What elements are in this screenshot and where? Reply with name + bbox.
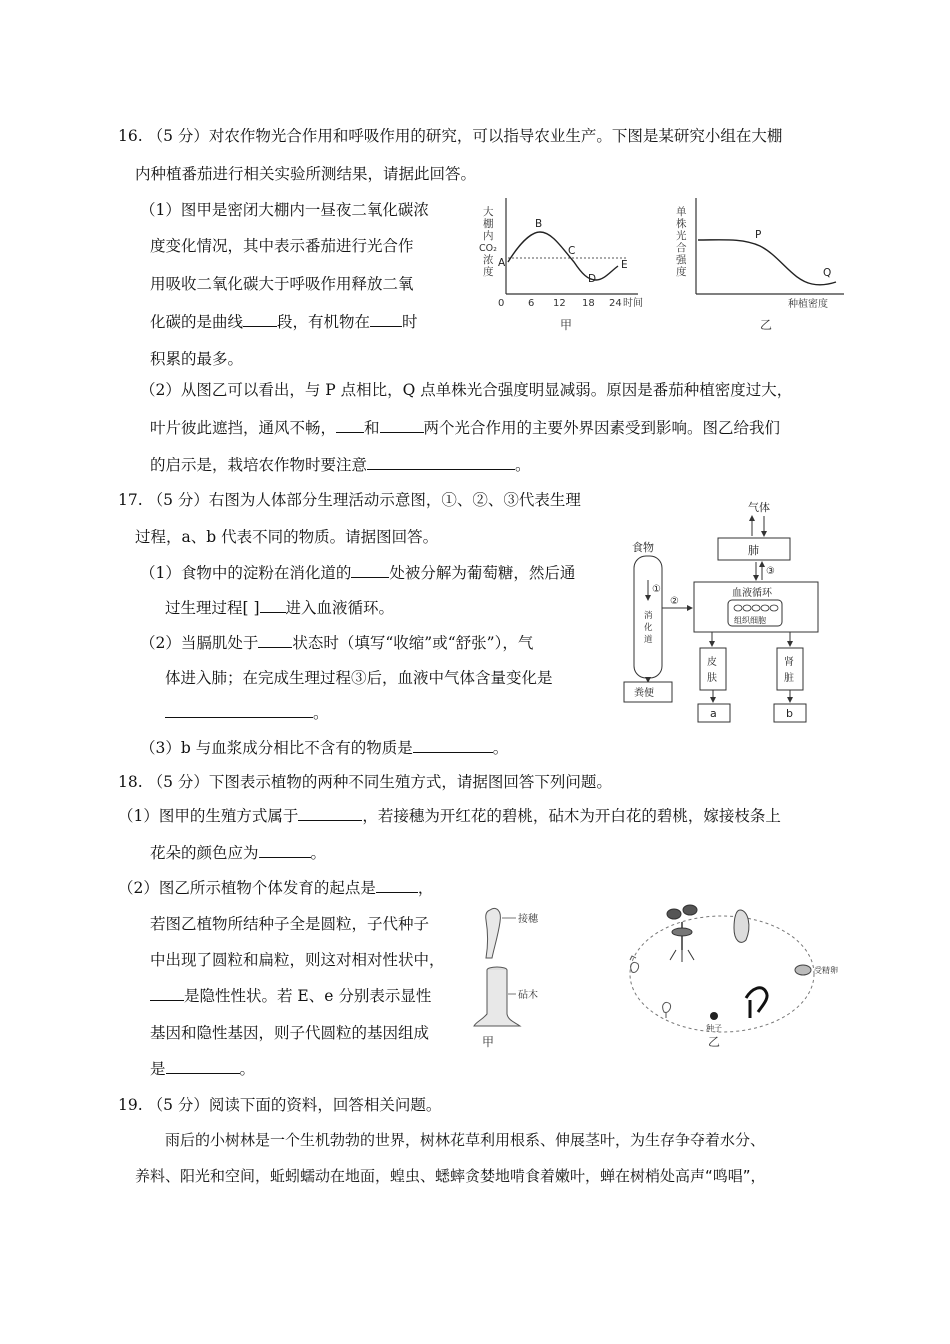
zygote-label: 受精卵: [814, 966, 838, 975]
q16-p2-line1: （2）从图乙可以看出，与 P 点相比，Q 点单株光合强度明显减弱。原因是番茄种植密度过大，: [140, 381, 793, 399]
answer-blank[interactable]: [370, 312, 402, 327]
stock: [474, 970, 520, 1026]
fig-a-ylabel-3: CO₂: [479, 243, 497, 254]
text: 段，有机物在: [277, 313, 371, 331]
answer-blank[interactable]: [351, 563, 389, 578]
text: 时: [402, 313, 418, 331]
answer-blank[interactable]: [259, 843, 311, 858]
fig-a-ylabel-1: 棚: [483, 218, 494, 230]
label-a: a: [710, 707, 717, 720]
answer-blank[interactable]: [258, 633, 292, 648]
q16-p1-line1: （1）图甲是密闭大棚内一昼夜二氧化碳浓: [140, 201, 429, 219]
fig-a-caption: 甲: [560, 318, 573, 332]
stock-label: 砧木: [518, 990, 538, 1001]
answer-blank[interactable]: [165, 703, 313, 718]
fig-a-point-B: B: [535, 218, 543, 230]
fig-b-ylabel-2: 光: [676, 230, 687, 242]
flower-icon: [734, 910, 749, 942]
fig-a-ylabel-5: 度: [483, 266, 494, 278]
fig-a-xtick-6: 6: [528, 298, 535, 309]
fig-a-xtick-18: 18: [582, 298, 595, 309]
q18-p2-line4: [150, 986, 431, 1006]
text: 状态时（填写“收缩”或“舒张”），气: [292, 634, 534, 652]
answer-blank[interactable]: [336, 418, 364, 433]
fig-b-ylabel-3: 合: [676, 242, 687, 254]
q18-p2-line1: [118, 878, 433, 898]
fig-a-xtick-24: 24: [609, 298, 622, 309]
tissue-cell: [743, 605, 751, 611]
fig-b-ylabel-1: 株: [676, 218, 687, 230]
q18-p1-line1: [118, 806, 781, 826]
answer-blank[interactable]: [260, 598, 286, 613]
text: 过生理过程[ ]: [165, 599, 260, 617]
q17-p2-line3: [165, 703, 329, 723]
plant-icon: [667, 905, 697, 962]
q18-figure-b-lifecycle: [610, 888, 840, 1058]
fig-a-curve: [508, 232, 618, 280]
text: （1）图甲的生殖方式属于: [118, 807, 299, 825]
text: 叶片彼此遮挡，通风不畅，: [150, 419, 337, 437]
q17-stem-line2: 过程，a、b 代表不同的物质。请据图回答。: [135, 528, 439, 546]
q16-stem-line1: 16. （5 分）对农作物光合作用和呼吸作用的研究，可以指导农业生产。下图是某研究小组在大棚: [118, 127, 783, 145]
text: 处被分解为葡萄糖，然后通: [389, 564, 576, 582]
text: （2）当膈肌处于: [140, 634, 259, 652]
fig-a-point-A: A: [498, 257, 506, 269]
q17-diagram: [620, 496, 842, 728]
fig-a-xtick-0: 0: [498, 298, 505, 309]
process-3: ③: [766, 566, 775, 577]
text: 。: [239, 1060, 256, 1078]
q19-material-line2: 养料、阳光和空间，蚯蚓蠕动在地面，蝗虫、蟋蟀贪婪地啃食着嫩叶，蝉在树梢处高声“鸣唱”，: [135, 1167, 766, 1185]
fig-a-ylabel-4: 浓: [483, 254, 494, 266]
fig-b-point-P: P: [755, 229, 762, 241]
cycle-path: [630, 916, 814, 1032]
text: （1）食物中的淀粉在消化道的: [140, 564, 352, 582]
q16-p1-line4: [150, 312, 418, 332]
q17-stem-line1: 17. （5 分）右图为人体部分生理活动示意图，①、②、③代表生理: [118, 491, 581, 509]
text: 进入血液循环。: [285, 599, 395, 617]
q16-figure-b: [672, 196, 852, 336]
fig-b-ylabel-4: 强: [676, 254, 687, 266]
tissue-label: 组织细胞: [734, 616, 766, 625]
fig-a-point-E: E: [621, 259, 628, 271]
lung-label: 肺: [748, 544, 759, 557]
fig-b-ylabel-0: 单: [676, 206, 687, 218]
tissue-cell: [761, 605, 769, 611]
seedling-icon: [746, 988, 767, 1018]
seed-label: 种子: [706, 1024, 722, 1033]
text: 化碳的是曲线: [150, 313, 244, 331]
answer-blank[interactable]: [243, 312, 277, 327]
feces-label: 粪便: [634, 688, 654, 699]
young-plant-icon: [630, 956, 639, 972]
text: 两个光合作用的主要外界因素受到影响。图乙给我们: [423, 419, 781, 437]
q17-p1-line2: [165, 598, 394, 618]
q16-p1-line5: 积累的最多。: [150, 350, 244, 368]
fig-b-ylabel-5: 度: [676, 266, 687, 278]
fig-a-caption: 甲: [482, 1035, 495, 1049]
tract-char-2: 道: [644, 635, 653, 645]
text: 是隐性性状。若 E、e 分别表示显性: [184, 987, 432, 1005]
skin-char-1: 肤: [707, 673, 717, 684]
text: 。: [515, 456, 531, 474]
q17-p1-line1: [140, 563, 575, 583]
text: （3）b 与血浆成分相比不含有的物质是: [140, 739, 413, 757]
kidney-char-0: 肾: [784, 657, 794, 668]
fig-a-xunit: 时间: [623, 298, 643, 309]
q18-stem: 18. （5 分）下图表示植物的两种不同生殖方式，请据图回答下列问题。: [118, 773, 612, 791]
q18-p2-line2: 若图乙植物所结种子全是圆粒，子代种子: [150, 915, 430, 933]
answer-blank[interactable]: [367, 455, 515, 470]
text: 。: [492, 739, 509, 757]
answer-blank[interactable]: [298, 806, 362, 821]
fig-b-point-Q: Q: [823, 267, 832, 279]
q19-stem: 19. （5 分）阅读下面的资料，回答相关问题。: [118, 1096, 442, 1114]
q16-p1-line3: 用吸收二氧化碳大于呼吸作用释放二氧: [150, 275, 414, 293]
text: （2）图乙所示植物个体发育的起点是: [118, 879, 376, 897]
text: ，若接穗为开红花的碧桃，砧木为开白花的碧桃，嫁接枝条上: [362, 807, 781, 825]
tract-char-1: 化: [644, 623, 653, 633]
tissue-cell: [752, 605, 760, 611]
fig-b-curve: [698, 240, 836, 285]
fig-a-ylabel-0: 大: [483, 206, 494, 218]
fig-b-xlabel: 种植密度: [788, 299, 828, 310]
answer-blank[interactable]: [166, 1059, 240, 1074]
process-1: ①: [652, 584, 661, 595]
blood-label: 血液循环: [732, 588, 772, 599]
q18-p2-line3: 中出现了圆粒和扁粒，则这对相对性状中，: [150, 951, 445, 969]
kidney-char-1: 脏: [784, 673, 794, 684]
answer-blank[interactable]: [413, 738, 493, 753]
q18-p2-line6: [150, 1059, 255, 1079]
text: 是: [150, 1060, 166, 1078]
fig-a-point-C: C: [568, 245, 576, 257]
process-2: ②: [670, 596, 679, 607]
q16-p1-line2: 度变化情况，其中表示番茄进行光合作: [150, 237, 414, 255]
food-label: 食物: [632, 541, 654, 554]
tissue-cell: [770, 605, 778, 611]
q18-figure-a-grafting: [470, 896, 570, 1054]
fig-b-caption: 乙: [760, 318, 773, 332]
q18-p1-line2: [150, 843, 326, 863]
text: 。: [310, 844, 327, 862]
sprout-icon: [663, 1002, 671, 1018]
q16-stem-line2: 内种植番茄进行相关实验所测结果，请据此回答。: [135, 165, 477, 183]
text: ，: [417, 879, 434, 897]
fig-b-caption: 乙: [708, 1035, 721, 1049]
q19-material-line1: 雨后的小树林是一个生机勃勃的世界，树林花草利用根系、伸展茎叶，为生存争夺着水分、: [165, 1131, 766, 1149]
skin-char-0: 皮: [707, 657, 717, 668]
text: 花朵的颜色应为: [150, 844, 259, 862]
scion: [486, 909, 501, 959]
q17-p3-line: [140, 738, 508, 758]
scion-label: 接穗: [518, 914, 538, 925]
q16-p2-line3: [150, 455, 531, 475]
fig-a-xtick-12: 12: [553, 298, 566, 309]
q16-p2-line2: [150, 418, 780, 438]
label-b: b: [786, 707, 793, 720]
seed-icon: [710, 1012, 718, 1020]
zygote-icon: [795, 965, 811, 975]
fig-a-point-D: D: [588, 273, 597, 285]
tissue-cell: [734, 605, 742, 611]
q16-figure-a: [478, 196, 648, 336]
text: 和: [364, 419, 380, 437]
q18-p2-line5: 基因和隐性基因，则子代圆粒的基因组成: [150, 1024, 430, 1042]
q17-p2-line2: 体进入肺；在完成生理过程③后，血液中气体含量变化是: [165, 669, 553, 687]
gas-label: 气体: [748, 501, 770, 514]
text: 的启示是，栽培农作物时要注意: [150, 456, 368, 474]
tract-char-0: 消: [644, 611, 653, 621]
answer-blank[interactable]: [150, 986, 184, 1001]
fig-a-ylabel-2: 内: [483, 230, 494, 242]
text: 。: [313, 704, 329, 722]
answer-blank[interactable]: [380, 418, 424, 433]
answer-blank[interactable]: [376, 878, 418, 893]
q17-p2-line1: [140, 633, 533, 653]
